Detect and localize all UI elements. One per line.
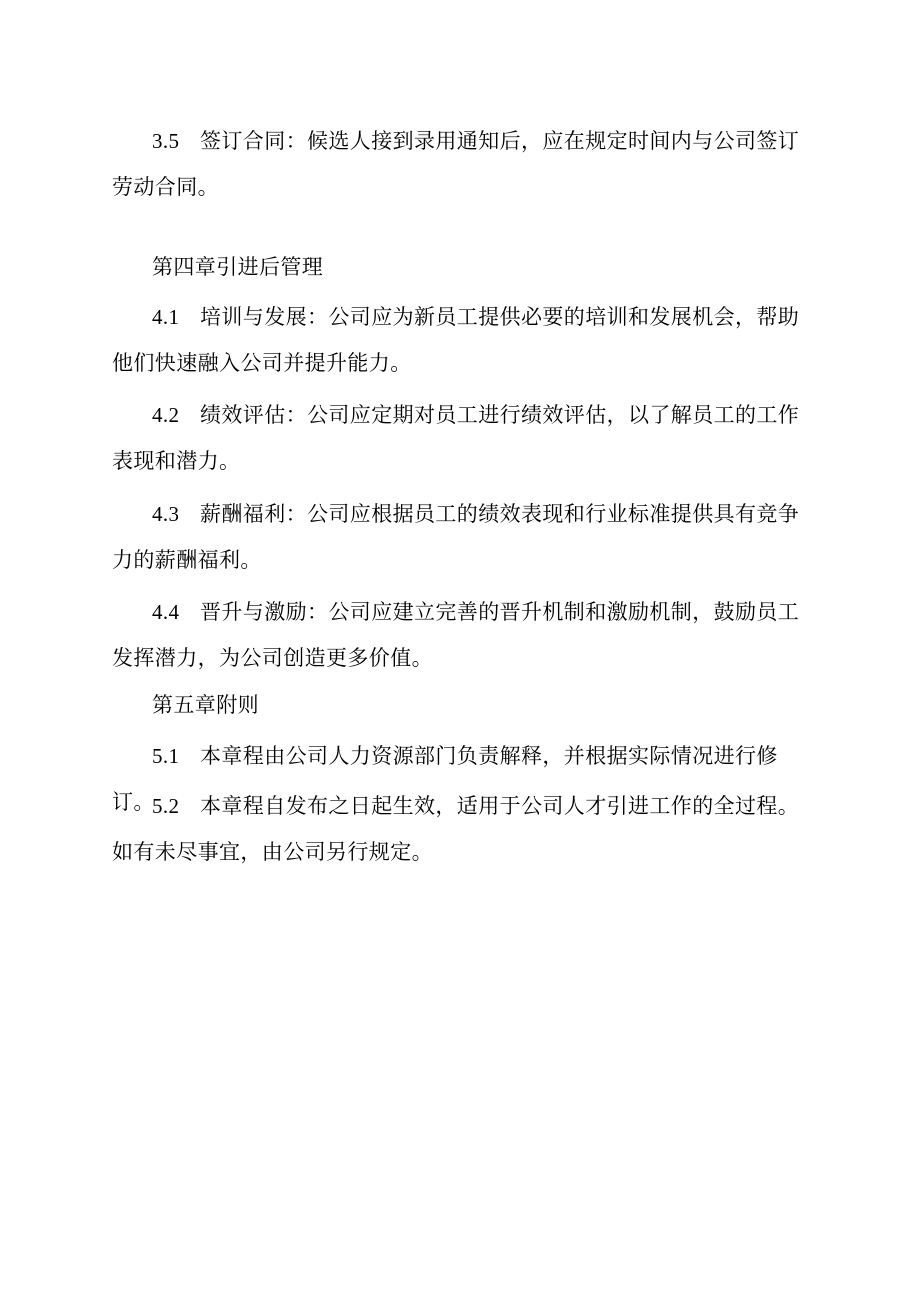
clause-5-2 <box>112 783 812 875</box>
clause-number: 4.3 <box>152 502 180 526</box>
clause-number: 4.4 <box>152 600 180 624</box>
clause-number: 5.2 <box>152 794 180 818</box>
clause-4-3 <box>112 491 812 583</box>
clause-text: 本章程由公司人力资源部门负责解释，并根据实际情况进行修订。 <box>112 744 778 814</box>
clause-text: 培训与发展：公司应为新员工提供必要的培训和发展机会，帮助他们快速融入公司并提升能力。 <box>112 305 800 375</box>
clause-3-5 <box>112 118 812 210</box>
clause-number: 4.2 <box>152 403 180 427</box>
clause-text: 晋升与激励：公司应建立完善的晋升机制和激励机制，鼓励员工发挥潜力，为公司创造更多价值。 <box>112 600 800 670</box>
clause-number: 5.1 <box>152 744 180 768</box>
chapter-heading-5: 第五章附则 <box>152 693 259 717</box>
clause-text: 绩效评估：公司应定期对员工进行绩效评估，以了解员工的工作表现和潜力。 <box>112 403 800 473</box>
clause-number: 4.1 <box>152 305 180 329</box>
chapter-heading-4: 第四章引进后管理 <box>152 255 324 279</box>
clause-4-2 <box>112 392 812 484</box>
clause-4-1 <box>112 294 812 386</box>
clause-4-4 <box>112 589 812 681</box>
clause-number: 3.5 <box>152 129 180 153</box>
clause-text: 本章程自发布之日起生效，适用于公司人才引进工作的全过程。如有未尽事宜，由公司另行规定。 <box>112 794 800 864</box>
clause-text: 薪酬福利：公司应根据员工的绩效表现和行业标准提供具有竞争力的薪酬福利。 <box>112 502 800 572</box>
clause-text: 签订合同：候选人接到录用通知后，应在规定时间内与公司签订劳动合同。 <box>112 129 800 199</box>
